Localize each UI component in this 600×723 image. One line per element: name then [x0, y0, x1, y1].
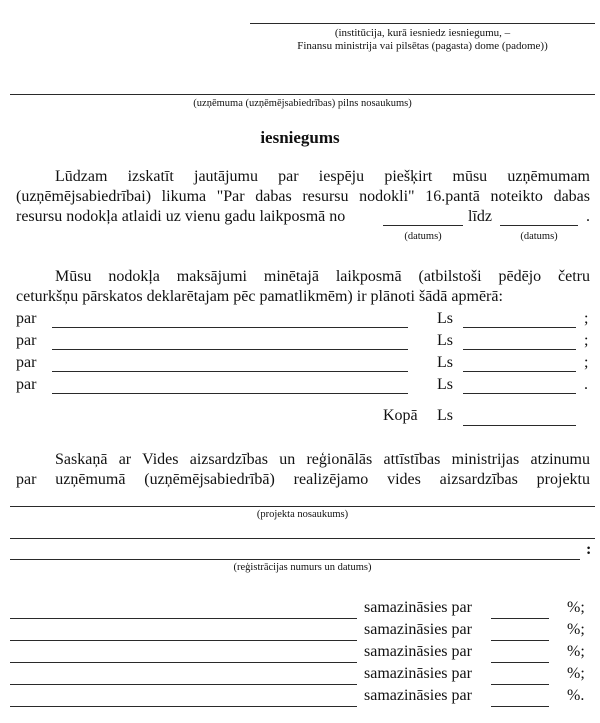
paragraph3-line2: par uzņēmumā (uzņēmējsabiedrībā) realizējamo vides aizsardzības projektu: [16, 471, 590, 488]
total-amount-field[interactable]: [463, 425, 576, 426]
institution-caption-1: (institūcija, kurā iesniedz iesniegumu, –: [334, 27, 511, 39]
institution-field[interactable]: [250, 23, 595, 24]
payment-amount-field[interactable]: [463, 371, 576, 372]
payment-end: ;: [584, 310, 589, 327]
reduction-item-field[interactable]: [10, 618, 357, 619]
paragraph2-line1: Mūsu nodokļa maksājumi minētajā laikposmā (atbilstoši pēdējo četru: [55, 268, 590, 285]
paragraph1-line3: resursu nodokļa atlaidi uz vienu gadu laikposmā no: [16, 208, 346, 225]
payment-end: .: [584, 376, 588, 393]
project-name-caption: (projekta nosaukums): [256, 509, 349, 520]
reduction-percent-field[interactable]: [491, 618, 549, 619]
total-label: Kopā: [383, 407, 418, 424]
reduction-percent-field[interactable]: [491, 706, 549, 707]
project-name-field[interactable]: [10, 506, 595, 507]
payment-item-field[interactable]: [52, 349, 408, 350]
payment-item-field[interactable]: [52, 371, 408, 372]
reduction-unit: %;: [567, 599, 585, 616]
reduction-item-field[interactable]: [10, 662, 357, 663]
payment-currency: Ls: [437, 332, 453, 349]
reduction-label: samazināsies par: [364, 621, 472, 638]
reduction-label: samazināsies par: [364, 643, 472, 660]
payment-end: ;: [584, 354, 589, 371]
reduction-item-field[interactable]: [10, 684, 357, 685]
paragraph3-line1: Saskaņā ar Vides aizsardzības un reģionālās attīstības ministrijas atzinumu: [55, 451, 590, 468]
reduction-item-field[interactable]: [10, 706, 357, 707]
date-from-field[interactable]: [383, 225, 463, 226]
reduction-label: samazināsies par: [364, 599, 472, 616]
payment-currency: Ls: [437, 354, 453, 371]
reduction-percent-field[interactable]: [491, 684, 549, 685]
sentence-end: .: [586, 208, 590, 225]
until-word: līdz: [468, 208, 492, 225]
registration-caption: (reģistrācijas numurs un datums): [233, 562, 372, 573]
reduction-unit: %;: [567, 665, 585, 682]
company-name-caption: (uzņēmuma (uzņēmējsabiedrības) pilns nosaukums): [193, 98, 412, 109]
reduction-label: samazināsies par: [364, 687, 472, 704]
payment-prefix: par: [16, 354, 37, 371]
paragraph2-line2: ceturkšņu pārskatos deklarētajam pēc pamatlikmēm) ir plānoti šādā apmērā:: [16, 288, 503, 305]
registration-field-1[interactable]: [10, 538, 595, 539]
paragraph1-line2: (uzņēmējsabiedrībai) likuma "Par dabas resursu nodokli" 16.pantā noteikto dabas: [16, 188, 590, 205]
payment-currency: Ls: [437, 376, 453, 393]
date-to-field[interactable]: [500, 225, 578, 226]
payment-item-field[interactable]: [52, 393, 408, 394]
registration-field-2[interactable]: [10, 559, 580, 560]
payment-currency: Ls: [437, 310, 453, 327]
payment-prefix: par: [16, 376, 37, 393]
date-to-caption: (datums): [520, 231, 558, 242]
document-title: iesniegums: [260, 128, 340, 147]
payment-amount-field[interactable]: [463, 393, 576, 394]
reduction-unit: %.: [567, 687, 585, 704]
payment-amount-field[interactable]: [463, 327, 576, 328]
reduction-unit: %;: [567, 643, 585, 660]
reduction-unit: %;: [567, 621, 585, 638]
payment-end: ;: [584, 332, 589, 349]
payment-prefix: par: [16, 310, 37, 327]
company-name-field[interactable]: [10, 94, 595, 95]
total-currency: Ls: [437, 407, 453, 424]
payment-amount-field[interactable]: [463, 349, 576, 350]
institution-caption-2: Finansu ministrija vai pilsētas (pagasta) dome (padome)): [297, 40, 548, 52]
reduction-percent-field[interactable]: [491, 662, 549, 663]
reduction-percent-field[interactable]: [491, 640, 549, 641]
paragraph1-line1: Lūdzam izskatīt jautājumu par iespēju piešķirt mūsu uzņēmumam: [55, 168, 590, 185]
payment-item-field[interactable]: [52, 327, 408, 328]
registration-colon: :: [586, 541, 592, 558]
payment-prefix: par: [16, 332, 37, 349]
date-from-caption: (datums): [404, 231, 442, 242]
reduction-label: samazināsies par: [364, 665, 472, 682]
reduction-item-field[interactable]: [10, 640, 357, 641]
